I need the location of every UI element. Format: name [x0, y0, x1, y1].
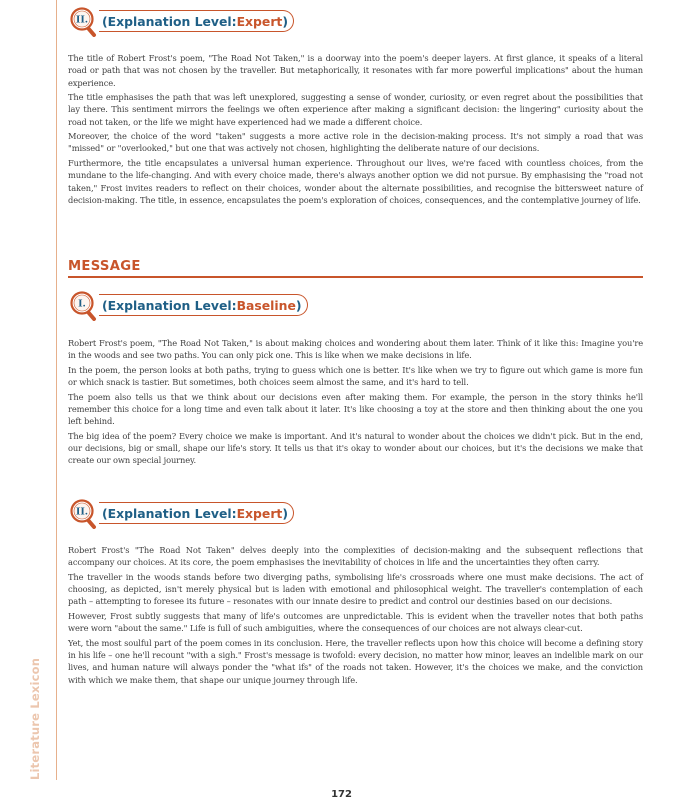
badge-suffix: ) [282, 13, 289, 29]
paragraph: Furthermore, the title encapsulates a universal human experience. Throughout our lives, we're faced with countless choices, from the mundane to the life-changing. And with every choice made, there's always another option we did not pursue. By emphasising the "road not taken," Frost invites readers to reflect on their choices, wonder about the alternate possibilities, and recognise the bittersweet nature of decision-making. The title, in essence, encapsulates the poem's exploration of choices, consequences, and the contemplative journey of life. [68, 157, 643, 205]
sidebar-label: Literature Lexicon [28, 657, 42, 780]
badge-numeral: I. [78, 298, 86, 310]
paragraph: In the poem, the person looks at both paths, trying to guess which one is better. It's like when we try to figure out which game is more fun or which snack is tastier. But sometimes, both choices seem almost the same, and it's hard to tell. [68, 364, 643, 388]
paragraph: The poem also tells us that we think about our decisions even after making them. For example, the person in the story thinks he'll remember this choice for a long time and even talk about it later. It's like choosing a toy at the store and then thinking about the one you left behind. [68, 391, 643, 427]
badge-prefix: (Explanation Level: [102, 505, 237, 521]
paragraph: The traveller in the woods stands before two diverging paths, symbolising life's crossroads where one must make decisions. The act of choosing, as depicted, isn't merely physical but is laden with emotional and philosophical weight. The traveller's contemplation of each path – attempting to foresee its future – resonates with our innate desire to predict and control our destinies based on our decisions. [68, 571, 643, 607]
badge-label [99, 294, 308, 316]
badge-level: Expert [236, 13, 283, 29]
badge-prefix: (Explanation Level: [102, 297, 237, 313]
badge-suffix: ) [282, 505, 289, 521]
badge-level: Expert [236, 505, 283, 521]
paragraph: Yet, the most soulful part of the poem comes in its conclusion. Here, the traveller reflects upon how this choice will become a defining story in his life – one he'll recount "with a sigh." Frost's message is twofold: every decision, no matter how minor, leaves an indelible mark on our lives, and human nature will always ponder the "what ifs" of the roads not taken. However, it's the choices we make, and the conviction with which we make them, that shape our unique journey through life. [68, 637, 643, 685]
explanation-level-badge [70, 500, 294, 526]
badge-prefix: (Explanation Level: [102, 13, 237, 29]
paragraph: The title emphasises the path that was left unexplored, suggesting a sense of wonder, curiosity, or even regret about the possibilities that lay there. This sentiment mirrors the feelings we often experience after making a significant decision: the lingering" curiosity about the road not taken, or the life we might have experienced had we made a different choice. [68, 92, 643, 127]
explanation-level-badge [70, 292, 308, 318]
paragraph: The big idea of the poem? Every choice we make is important. And it's natural to wonder about the choices we didn't pick. But in the end, our decisions, big or small, shape our life's story. It tells us that it's okay to wonder about our choices, but it's the decisions we make that create our own special journey. [68, 430, 643, 466]
badge-numeral: II. [75, 506, 89, 518]
badge-level: Baseline [236, 297, 296, 313]
paragraph: The title of Robert Frost's poem, "The Road Not Taken," is a doorway into the poem's deeper layers. At first glance, it speaks of a literal road or path that was not chosen by the traveller. But metaphorically, it resonates with far more powerful implications" about the human experience. [68, 53, 643, 88]
paragraph: Robert Frost's "The Road Not Taken" delves deeply into the complexities of decision-making and the subsequent reflections that accompany our choices. At its core, the poem emphasises the inevitability of choices in life and the uncertainties they often carry. [68, 545, 643, 568]
heading-rule [68, 276, 643, 278]
paragraph: Moreover, the choice of the word "taken" suggests a more active role in the decision-making process. It's not simply a road that was "missed" or "overlooked," but one that was actively not chosen, highlighting the deliberate nature of our decisions. [68, 131, 643, 154]
message-heading: MESSAGE [68, 259, 141, 274]
paragraph: However, Frost subtly suggests that many of life's outcomes are unpredictable. This is evident when the traveller notes that both paths were worn "about the same." Life is full of such ambiguities, where the consequences of our choices are not always clear-cut. [68, 610, 643, 634]
message-expert-text [68, 544, 643, 688]
magnifier-icon [70, 499, 98, 527]
explanation-level-badge [70, 8, 294, 34]
message-baseline-text [68, 337, 643, 469]
sidebar-rule [56, 0, 57, 780]
section-title-expert-text [68, 52, 643, 208]
paragraph: Robert Frost's poem, "The Road Not Taken," is about making choices and wondering about them later. Think of it like this: Imagine you're in the woods and see two paths. You can only pick one. This is like when we make decisions in life. [68, 338, 643, 361]
badge-label [99, 502, 294, 524]
magnifier-icon [70, 7, 98, 35]
badge-suffix: ) [295, 297, 302, 313]
magnifier-icon [70, 291, 98, 319]
page-number: 172 [331, 789, 352, 800]
badge-numeral: II. [75, 14, 89, 26]
badge-label [99, 10, 294, 32]
